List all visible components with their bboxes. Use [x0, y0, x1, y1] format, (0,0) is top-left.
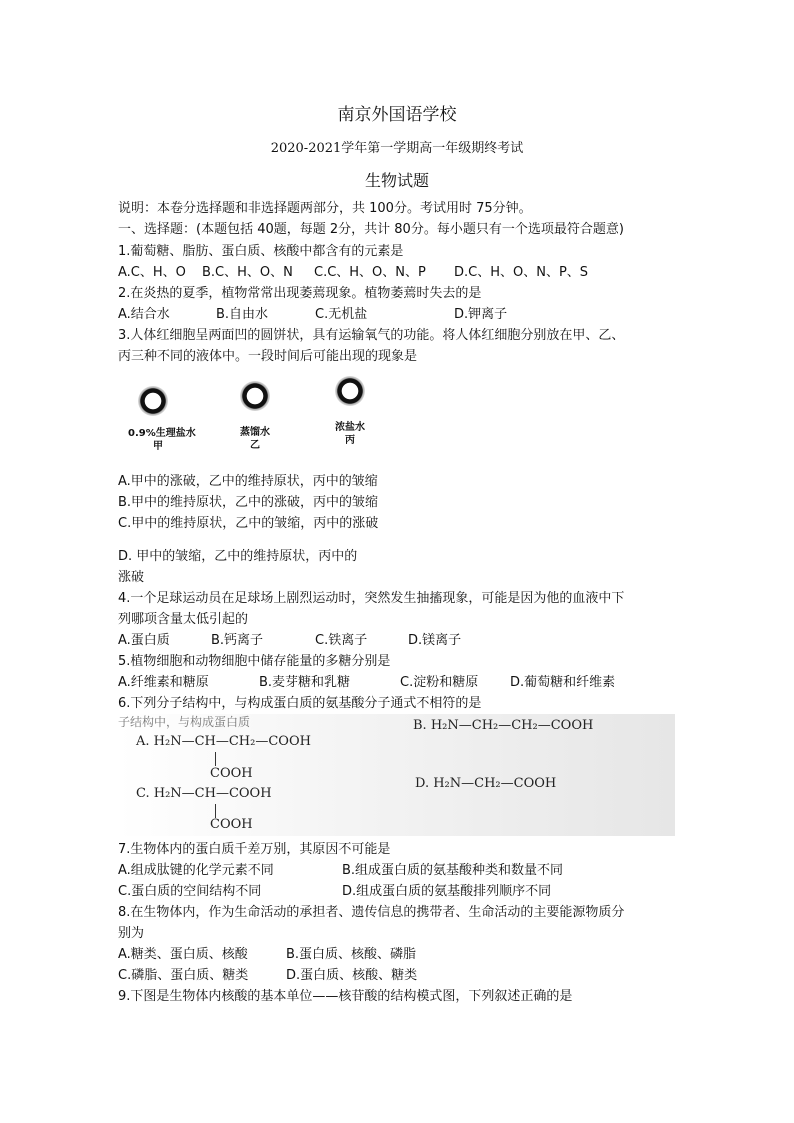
question-3-option-c: C.甲中的维持原状，乙中的皱缩，丙中的涨破 [118, 516, 379, 531]
question-6-stem: 6.下列分子结构中，与构成蛋白质的氨基酸分子通式不相符的是 [118, 696, 482, 711]
question-4-stem-line1: 4.一个足球运动员在足球场上剧烈运动时，突然发生抽搐现象，可能是因为他的血液中下 [118, 591, 625, 606]
question-7-option-d: D.组成蛋白质的氨基酸排列顺序不同 [342, 884, 552, 899]
amino-acid-structures-figure [118, 714, 675, 836]
question-5-stem: 5.植物细胞和动物细胞中储存能量的多糖分别是 [118, 654, 391, 669]
question-3-option-d-line1: D. 甲中的皱缩，乙中的维持原状，丙中的 [118, 549, 358, 564]
instructions: 说明：本卷分选择题和非选择题两部分，共 100分。考试用时 75分钟。 [118, 201, 532, 216]
question-1-option-c: C.C、H、O、N、P [314, 265, 426, 280]
question-4-option-b: B.钙离子 [211, 633, 264, 648]
red-blood-cell-normal-icon [138, 386, 168, 416]
question-7-option-b: B.组成蛋白质的氨基酸种类和数量不同 [342, 863, 564, 878]
cell-label-jia: 甲 [153, 441, 163, 452]
exam-term: 2020-2021学年第一学期高一年级期终考试 [270, 141, 524, 156]
structure-a: A. H₂N—CH—CH₂—COOH [136, 734, 311, 749]
question-1-option-a: A.C、H、O [118, 265, 186, 280]
question-1-option-d: D.C、H、O、N、P、S [454, 265, 589, 280]
school-title: 南京外国语学校 [337, 105, 457, 125]
question-5-option-b: B.麦芽糖和乳糖 [259, 675, 351, 690]
question-7-option-c: C.蛋白质的空间结构不同 [118, 884, 262, 899]
subject-title: 生物试题 [364, 171, 429, 190]
question-8-option-b: B.蛋白质、核酸、磷脂 [286, 947, 417, 962]
question-3-stem-line2: 丙三种不同的液体中。一段时间后可能出现的现象是 [118, 349, 418, 364]
question-3-stem-line1: 3.人体红细胞呈两面凹的圆饼状，具有运输氧气的功能。将人体红细胞分别放在甲、乙、 [118, 328, 625, 343]
question-3-option-b: B.甲中的维持原状，乙中的涨破，丙中的皱缩 [118, 495, 379, 510]
question-2-option-b: B.自由水 [216, 307, 269, 322]
question-2-option-a: A.结合水 [118, 307, 170, 322]
structure-a-bond [215, 752, 216, 766]
question-4-option-c: C.铁离子 [315, 633, 368, 648]
faint-bleed-text: 子结构中，与构成蛋白质 [118, 715, 251, 729]
question-4-option-a: A.蛋白质 [118, 633, 170, 648]
structure-c-bond [215, 804, 216, 818]
cell-label-bing: 丙 [345, 435, 355, 446]
question-5-option-c: C.淀粉和糖原 [400, 675, 479, 690]
question-2-option-c: C.无机盐 [315, 307, 368, 322]
cell-label-yi: 乙 [250, 440, 260, 451]
question-8-option-a: A.糖类、蛋白质、核酸 [118, 947, 248, 962]
question-7-option-a: A.组成肽键的化学元素不同 [118, 863, 274, 878]
section-heading: 一、选择题：(本题包括 40题，每题 2分，共计 80分。每小题只有一个选项最符合题意) [118, 222, 624, 237]
structure-c: C. H₂N—CH—COOH [136, 786, 272, 801]
question-5-option-a: A.纤维素和糖原 [118, 675, 209, 690]
red-blood-cell-shrunken-icon [335, 376, 365, 406]
red-blood-cell-swollen-icon [240, 381, 270, 411]
question-3-option-a: A.甲中的涨破，乙中的维持原状，丙中的皱缩 [118, 474, 378, 489]
cell-label-salt: 浓盐水 [335, 422, 365, 433]
question-4-option-d: D.镁离子 [408, 633, 462, 648]
structure-c-side-chain: COOH [210, 817, 253, 832]
question-4-stem-line2: 列哪项含量太低引起的 [118, 612, 249, 627]
cell-label-saline: 0.9%生理盐水 [128, 428, 196, 439]
question-8-option-d: D.蛋白质、核酸、糖类 [286, 968, 418, 983]
question-1-option-b: B.C、H、O、N [202, 265, 293, 280]
structure-a-side-chain: COOH [210, 766, 253, 781]
question-1-stem: 1.葡萄糖、脂肪、蛋白质、核酸中都含有的元素是 [118, 244, 404, 259]
question-8-option-c: C.磷脂、蛋白质、糖类 [118, 968, 249, 983]
question-2-stem: 2.在炎热的夏季，植物常常出现萎蔫现象。植物萎蔫时失去的是 [118, 286, 482, 301]
question-7-stem: 7.生物体内的蛋白质千差万别，其原因不可能是 [118, 842, 391, 857]
cell-label-distilled: 蒸馏水 [240, 427, 270, 438]
question-3-option-d-line2: 涨破 [118, 570, 145, 585]
structure-b: B. H₂N—CH₂—CH₂—COOH [413, 718, 594, 733]
question-9-stem: 9.下图是生物体内核酸的基本单位——核苷酸的结构模式图，下列叙述正确的是 [118, 989, 573, 1004]
question-5-option-d: D.葡萄糖和纤维素 [510, 675, 616, 690]
question-8-stem-line1: 8.在生物体内，作为生命活动的承担者、遗传信息的携带者、生命活动的主要能源物质分 [118, 905, 625, 920]
structure-d: D. H₂N—CH₂—COOH [415, 776, 557, 791]
question-8-stem-line2: 别为 [118, 926, 145, 941]
question-2-option-d: D.钾离子 [454, 307, 508, 322]
